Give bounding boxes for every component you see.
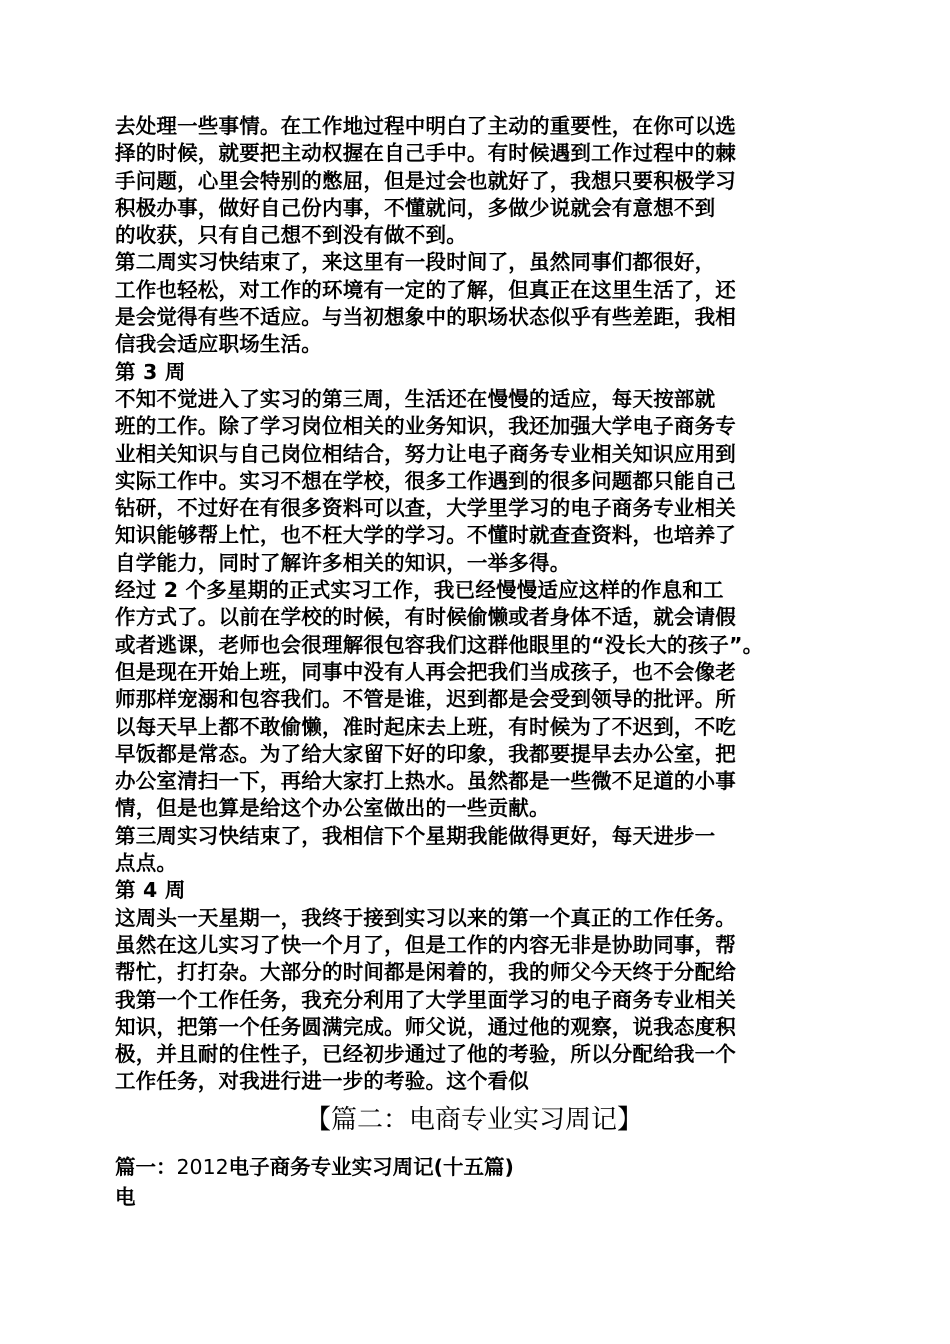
sub-heading [115, 1152, 837, 1182]
text-line: 积极办事，做好自己份内事，不懂就问，多做少说就会有意想不到 [115, 195, 716, 220]
text-line: 作方式了。以前在学校的时候，有时候偷懒或者身体不适，就会请假 [115, 605, 736, 630]
text-line: 我第一个工作任务，我充分利用了大学里面学习的电子商务专业相关 [115, 987, 736, 1012]
text-line: 实际工作中。实习不想在学校，很多工作遇到的很多问题都只能自己 [115, 468, 736, 493]
text-line: 择的时候，就要把主动权握在自己手中。有时候遇到工作过程中的棘 [115, 141, 736, 166]
text-line: 不知不觉进入了实习的第三周，生活还在慢慢的适应，每天按部就 [115, 386, 716, 411]
text-line: 办公室清扫一下，再给大家打上热水。虽然都是一些微不足道的小事 [115, 769, 736, 794]
text-line: 班的工作。除了学习岗位相关的业务知识，我还加强大学电子商务专 [115, 414, 736, 439]
text-line: 以每天早上都不敢偷懒，准时起床去上班，有时候为了不迟到，不吃 [115, 714, 736, 739]
text-line: 钻研，不过好在有很多资料可以查，大学里学习的电子商务专业相关 [115, 496, 736, 521]
text-line: 第二周实习快结束了，来这里有一段时间了，虽然同事们都很好， [115, 250, 716, 275]
text-line: 自学能力，同时了解许多相关的知识，一举多得。 [115, 550, 571, 575]
text-line: 工作也轻松，对工作的环境有一定的了解，但真正在这里生活了，还 [115, 277, 736, 302]
text-line: 去处理一些事情。在工作地过程中明白了主动的重要性，在你可以选 [115, 114, 736, 138]
text-line: 知识能够帮上忙，也不枉大学的学习。不懂时就查查资料，也培养了 [115, 523, 736, 548]
text-line: 信我会适应职场生活。 [115, 332, 322, 357]
sub-heading-year: 2012 [176, 1154, 229, 1179]
text-line: 工作任务，对我进行进一步的考验。这个看似 [115, 1069, 529, 1094]
text-line: 情，但是也算是给这个办公室做出的一些贡献。 [115, 796, 550, 821]
text-line: 业相关知识与自己岗位相结合，努力让电子商务专业相关知识应用到 [115, 441, 736, 466]
text-line: 这周头一天星期一，我终于接到实习以来的第一个真正的工作任务。 [115, 905, 736, 930]
text-line: 经过 2 个多星期的正式实习工作，我已经慢慢适应这样的作息和工 [115, 578, 724, 603]
paragraph-block [115, 113, 837, 1096]
text-line: 点点。 [115, 851, 178, 876]
text-line: 师那样宠溺和包容我们。不管是谁，迟到都是会受到领导的批评。所 [115, 687, 736, 712]
text-line: 第 4 周 [115, 878, 186, 903]
text-line: 第三周实习快结束了，我相信下个星期我能做得更好，每天进步一 [115, 823, 716, 848]
text-line: 虽然在这儿实习了快一个月了，但是工作的内容无非是协助同事，帮 [115, 932, 736, 957]
text-line: 极，并且耐的住性子，已经初步通过了他的考验，所以分配给我一个 [115, 1042, 736, 1067]
text-line: 的收获，只有自己想不到没有做不到。 [115, 223, 467, 248]
text-line: 第 3 周 [115, 359, 186, 384]
text-line: 帮忙，打打杂。大部分的时间都是闲着的，我的师父今天终于分配给 [115, 960, 736, 985]
section-heading: 【篇二：电商专业实习周记】 [304, 1104, 643, 1135]
text-line: 但是现在开始上班，同事中没有人再会把我们当成孩子，也不会像老 [115, 659, 736, 684]
sub-heading-title: 电子商务专业实习周记(十五篇) [228, 1154, 514, 1179]
text-line: 是会觉得有些不适应。与当初想象中的职场状态似乎有些差距，我相 [115, 305, 736, 330]
text-line: 知识，把第一个任务圆满完成。师父说，通过他的观察，说我态度积 [115, 1014, 736, 1039]
text-line: 或者逃课，老师也会很理解很包容我们这群他眼里的“没长大的孩子”。 [115, 632, 764, 657]
text-line: 手问题，心里会特别的憋屈，但是过会也就好了，我想只要积极学习 [115, 168, 736, 193]
text-line: 早饭都是常态。为了给大家留下好的印象，我都要提早去办公室，把 [115, 741, 736, 766]
trailing-line: 电 [115, 1184, 136, 1209]
document-body [115, 113, 837, 1212]
sub-heading-prefix: 篇一： [115, 1154, 177, 1179]
